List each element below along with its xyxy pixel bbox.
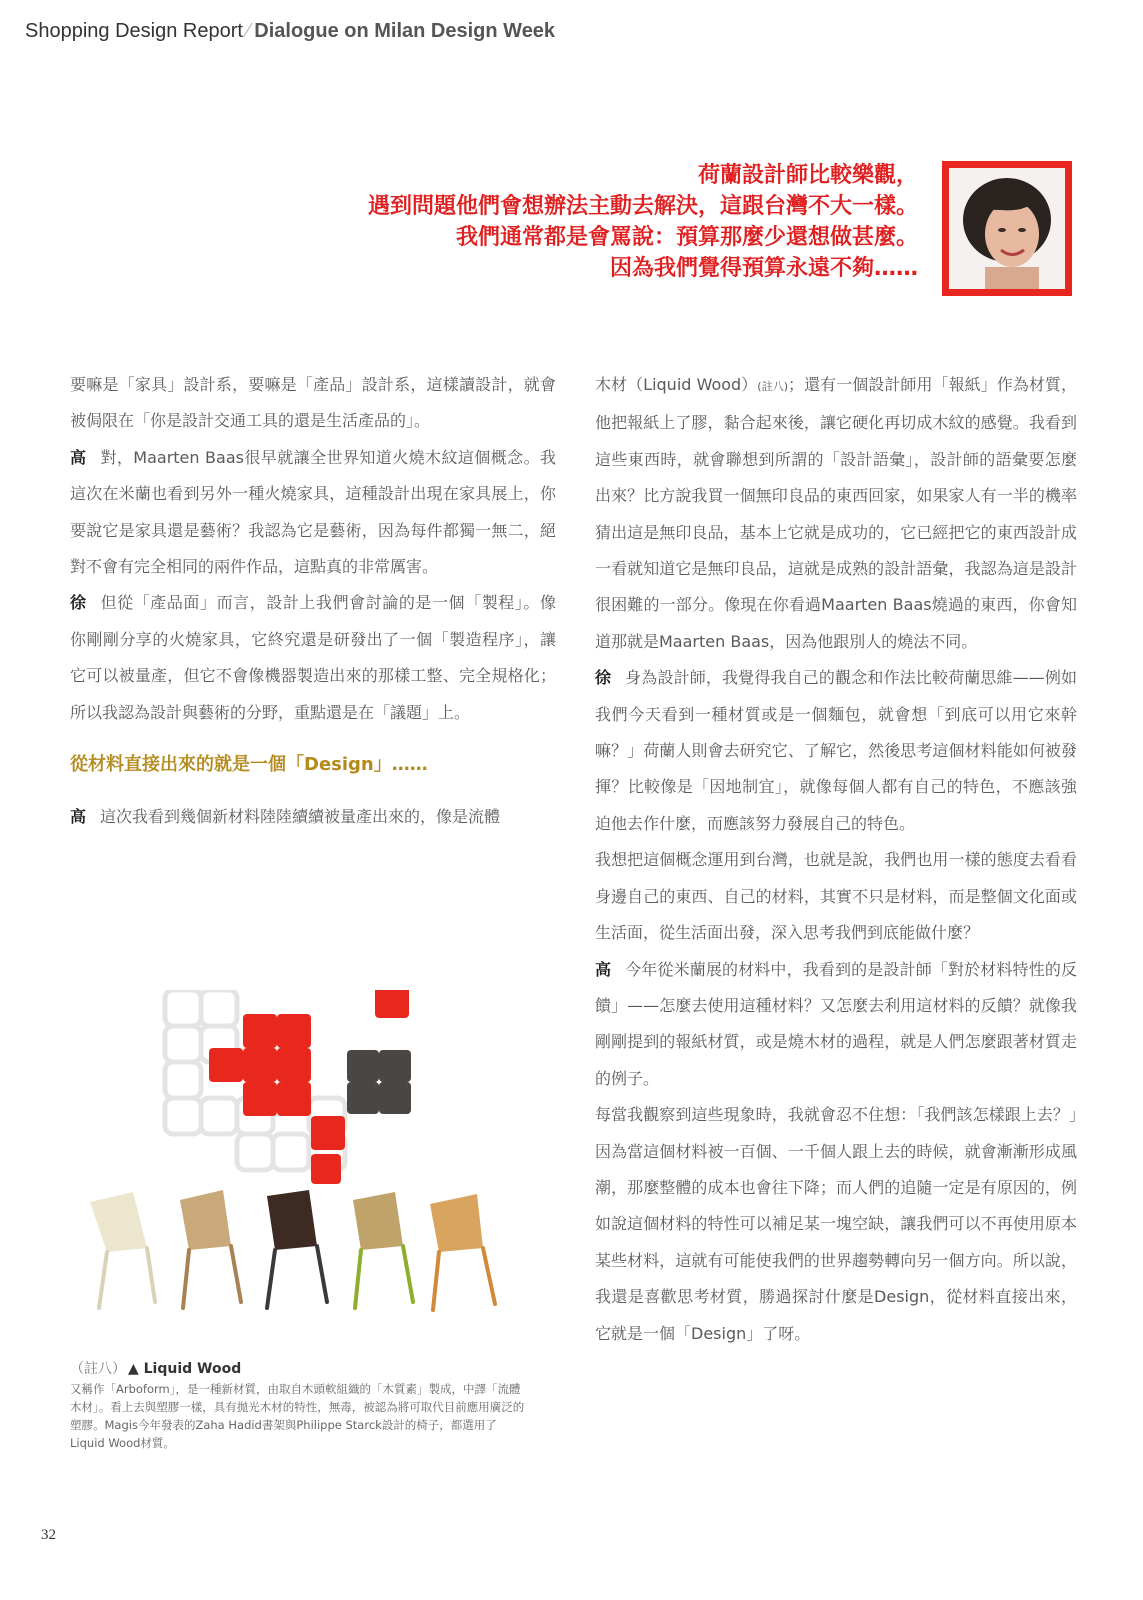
speaker-label: 高 [595,959,612,979]
paragraph-text: 這次我看到幾個新材料陸陸續續被量產出來的，像是流體 [100,807,501,827]
section-subheading: 從材料直接出來的就是一個「Design」…… [70,754,428,776]
pullquote-line: 荷蘭設計師比較樂觀， [697,163,918,188]
running-header [25,20,555,43]
pull-quote [298,160,918,284]
report-title: Dialogue on Milan Design Week [254,20,556,42]
paragraph [70,585,556,731]
speaker-label: 徐 [70,593,87,613]
pullquote-line: 因為我們覺得預算永遠不夠…… [609,256,918,281]
footnote-label: （註八） [70,1361,126,1377]
speaker-label: 徐 [595,668,612,688]
paragraph [595,660,1077,842]
paragraph-text: 今年從米蘭展的材料中，我看到的是設計師「對於材料特性的反饋」——怎麼去使用這種材料？又怎麼去利用這材料的反饋？就像我剛剛提到的報紙材質，或是燒木材的過程，就是人們怎麼跟著材質走的例子。 [595,959,1077,1088]
paragraph [70,440,556,586]
paragraph-text: 身為設計師，我覺得我自己的觀念和作法比較荷蘭思維——例如我們今天看到一種材質或是一個麵包，就會想「到底可以用它來幹嘛？」荷蘭人則會去研究它、了解它，然後思考這個材料能如何被發揮？比較像是「因地制宜」，就像每個人都有自己的特色，不應該強迫他去作什麼，而應該努力發展自己的特色。 [595,668,1077,833]
header-slash: ⁄ [246,20,251,42]
shelf-modules [165,990,411,1184]
right-column [595,367,1077,1352]
paragraph: 我想把這個概念運用到台灣，也就是說，我們也用一樣的態度去看看身邊自己的東西、自己的材料，其實不只是材料，而是整個文化面或生活面，從生活面出發，深入思考我們到底能做什麼？ [595,850,1077,943]
paragraph [595,952,1077,1098]
chair-row [90,1190,495,1310]
caption-body: 又稱作「Arboform」，是一種新材質，由取自木頭軟組織的「木質素」製成，中譯「流體木材」。看上去與塑膠一樣，具有拋光木材的特性，無毒，被認為將可取代目前應用廣泛的塑膠。Magis今年發表的Zaha Hadid書架與Philippe Starck設計的椅子，都選用了Liquid Wood材質。 [70,1382,525,1450]
paragraph-text: 但從「產品面」而言，設計上我們會討論的是一個「製程」。像你剛剛分享的火燒家具，它終究還是研發出了一個「製造程序」，讓它可以被量產，但它不會像機器製造出來的那樣工整、完全規格化；所以我認為設計與藝術的分野，重點還是在「議題」上。 [70,593,556,722]
paragraph: 要嘛是「家具」設計系，要嘛是「產品」設計系，這樣讀設計，就會被侷限在「你是設計交通工具的還是生活產品的」。 [70,375,556,431]
section-title: Shopping Design Report [25,20,243,42]
liquid-wood-illustration [85,990,525,1340]
caption-title [70,1360,530,1378]
paragraph: 每當我觀察到這些現象時，我就會忍不住想：「我們該怎樣跟上去？」因為當這個材料被一百個、一千個人跟上去的時候，就會漸漸形成風潮，那麼整體的成本也會往下降；而人們的追隨一定是有原因的，例如說這個材料的特性可以補足某一塊空缺，讓我們可以不再使用原本某些材料，這就有可能使我們的世界趨勢轉向另一個方向。所以說，我還是喜歡思考材質，勝過探討什麼是Design，從材料直接出來，它就是一個「Design」了呀。 [595,1105,1077,1343]
liquid-wood-photo [85,990,525,1340]
page-number: 32 [41,1527,56,1543]
paragraph [595,367,1077,660]
interviewee-portrait [942,161,1072,296]
paragraph-text: 對，Maarten Baas很早就讓全世界知道火燒木紋這個概念。我這次在米蘭也看到另外一種火燒家具，這種設計出現在家具展上，你要說它是家具還是藝術？我認為它是藝術，因為每件都獨一無二，絕對不會有完全相同的兩件作品，這點真的非常厲害。 [70,447,556,577]
pullquote-line: 遇到問題他們會想辦法主動去解決，這跟台灣不大一樣。 [367,194,918,219]
speaker-label: 高 [70,447,87,467]
paragraph-text: ；還有一個設計師用「報紙」作為材質，他把報紙上了膠，黏合起來後，讓它硬化再切成木紋的感覺。我看到這些東西時，就會聯想到所謂的「設計語彙」，設計師的語彙要怎麼出來？比方說我買一個無印良品的東西回家，如果家人有一半的機率猜出這是無印良品，基本上它就是成功的，它已經把它的東西設計成一看就知道它是無印良品，這就是成熟的設計語彙，我認為這是設計很困難的一部分。像現在你看過Maarten Baas燒過的東西，你會知道那就是Maarten Baas，因為他跟別人的燒法不同。 [595,375,1077,651]
paragraph [70,799,556,835]
speaker-label: 高 [70,807,87,827]
pullquote-line: 我們通常都是會罵說：預算那麼少還想做甚麼。 [455,225,918,250]
caption-heading: ▲ Liquid Wood [128,1361,242,1377]
portrait-illustration [949,168,1065,289]
footnote-reference: (註八) [757,380,789,393]
paragraph-text: 木材（Liquid Wood） [595,375,758,394]
figure-caption [70,1360,530,1452]
left-column [70,367,556,836]
